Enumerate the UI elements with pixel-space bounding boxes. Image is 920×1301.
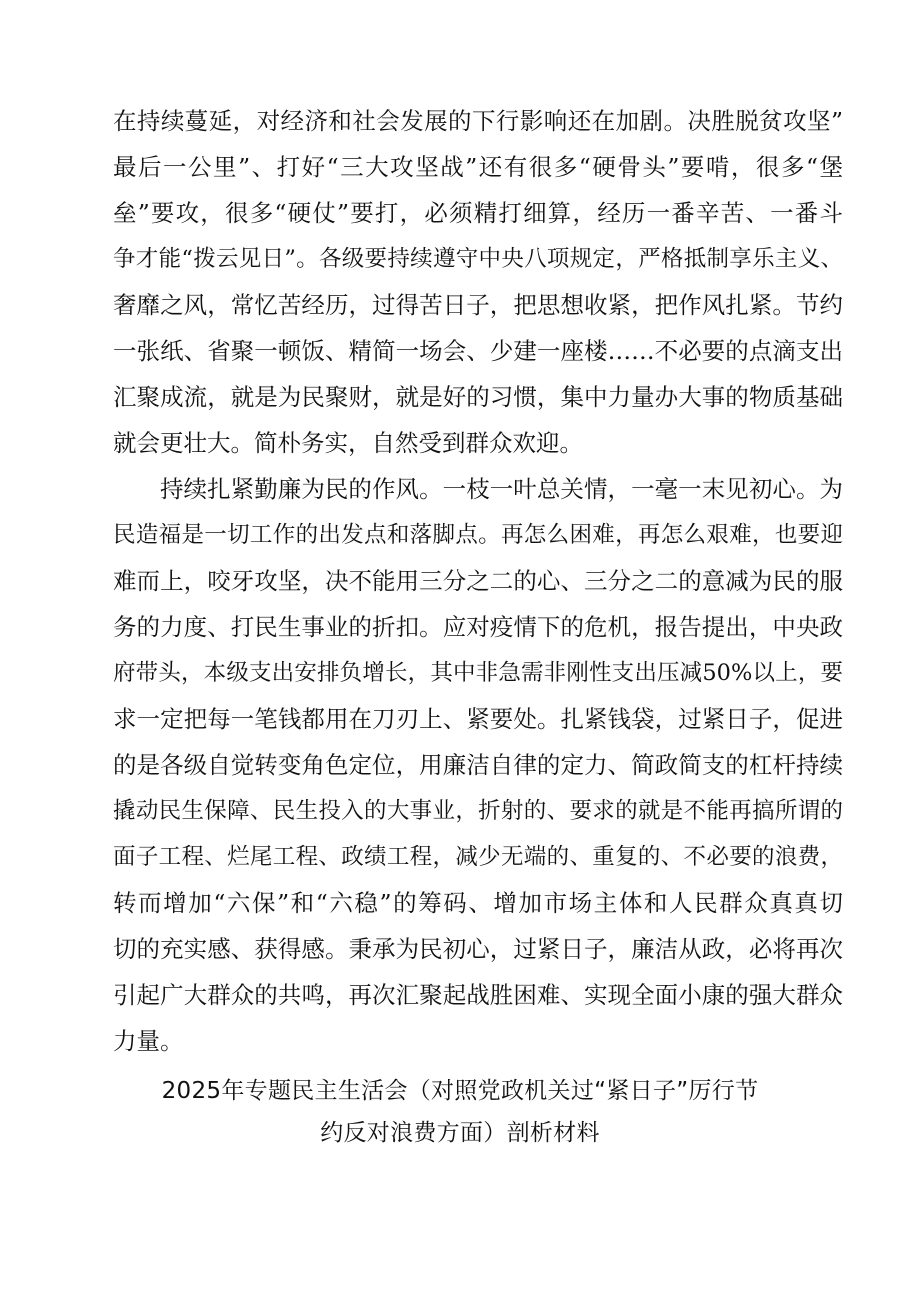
text-line: 务的力度、打民生事业的折扣。应对疫情下的危机，报告提出，中央政 [113, 613, 843, 641]
text-line: 持续扎紧勤廉为民的作风。一枝一叶总关情，一毫一末见初心。为 [160, 475, 843, 503]
text-line: 转而增加“六保”和“六稳”的筹码、增加市场主体和人民群众真真切 [113, 889, 843, 917]
text-line: 民造福是一切工作的出发点和落脚点。再怎么困难，再怎么艰难，也要迎 [113, 522, 843, 548]
paragraph-1 [113, 98, 843, 466]
text-line: 垒”要攻，很多“硬仗”要打，必须精打细算，经历一番辛苦、一番斗 [113, 199, 843, 227]
text-line: 在持续蔓延，对经济和社会发展的下行影响还在加剧。决胜脱贫攻坚” [113, 107, 843, 135]
text-line: 府带头，本级支出安排负增长，其中非急需非刚性支出压减50%以上，要 [113, 660, 843, 686]
heading-line-2: 约反对浪费方面）剖析材料 [320, 1120, 600, 1146]
paragraph-2 [113, 466, 843, 1064]
text-line: 引起广大群众的共鸣，再次汇聚起战胜困难、实现全面小康的强大群众 [113, 981, 843, 1009]
text-line: 奢靡之风，常忆苦经历，过得苦日子，把思想收紧，把作风扎紧。节约 [113, 291, 843, 319]
text-line: 争才能“拨云见日”。各级要持续遵守中央八项规定，严格抵制享乐主义、 [113, 246, 843, 272]
text-line: 就会更壮大。简朴务实，自然受到群众欢迎。 [113, 429, 583, 457]
text-line: 撬动民生保障、民生投入的大事业，折射的、要求的就是不能再搞所谓的 [113, 798, 843, 824]
text-line: 面子工程、烂尾工程、政绩工程，减少无端的、重复的、不必要的浪费， [113, 844, 843, 870]
text-line: 的是各级自觉转变角色定位，用廉洁自律的定力、简政简支的杠杆持续 [113, 751, 843, 779]
text-line: 最后一公里”、打好“三大攻坚战”还有很多“硬骨头”要啃，很多“堡 [113, 153, 843, 181]
text-line: 切的充实感、获得感。秉承为民初心，过紧日子，廉洁从政，必将再次 [113, 935, 843, 963]
heading-line-1: 2025年专题民主生活会（对照党政机关过“紧日子”厉行节 [161, 1078, 759, 1104]
text-line: 一张纸、省聚一顿饭、精简一场会、少建一座楼……不必要的点滴支出 [113, 337, 843, 365]
text-line: 汇聚成流，就是为民聚财，就是好的习惯，集中力量办大事的物质基础 [113, 383, 843, 411]
body-text [113, 98, 843, 1064]
text-line: 求一定把每一笔钱都用在刀刃上、紧要处。扎紧钱袋，过紧日子，促进 [113, 705, 843, 733]
text-line: 力量。 [113, 1027, 184, 1055]
text-line: 难而上，咬牙攻坚，决不能用三分之二的心、三分之二的意减为民的服 [113, 567, 843, 595]
